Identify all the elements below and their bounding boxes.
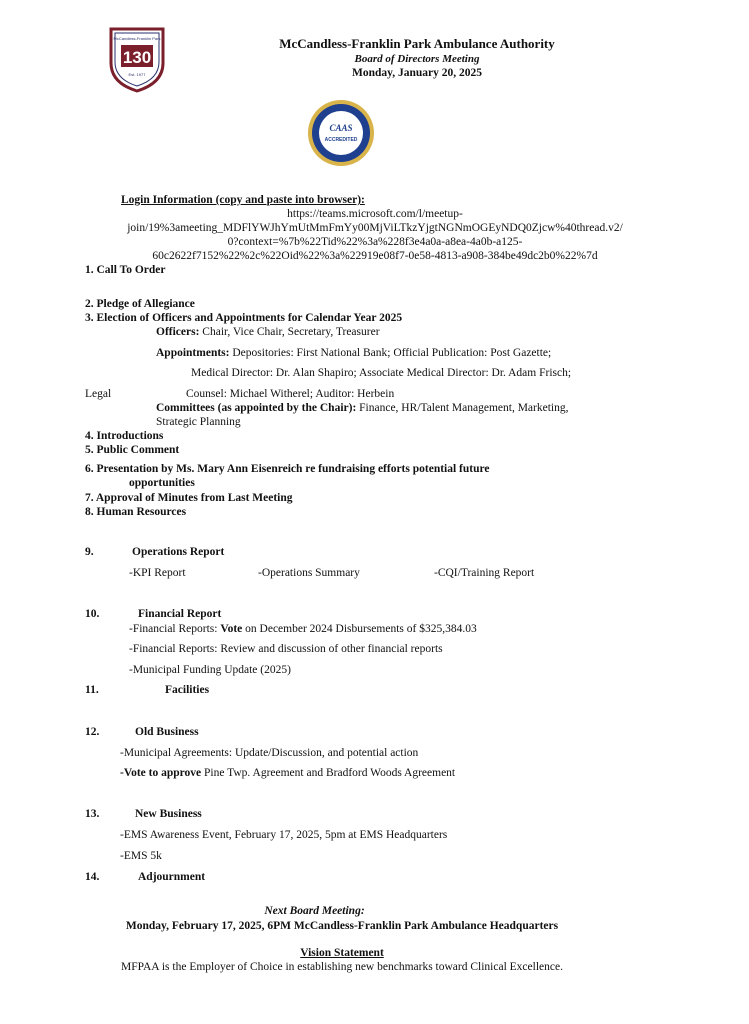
seal-accredited-text: ACCREDITED [324, 137, 358, 143]
logo-top-text: McCandless-Franklin Park [113, 36, 161, 41]
agenda-item-12-number: 12. [85, 726, 100, 738]
ops-sub-summary: -Operations Summary [258, 567, 360, 579]
agenda-item-13-title: New Business [135, 808, 202, 820]
login-title: Login Information (copy and paste into browser): [121, 194, 365, 206]
logo-number: 130 [122, 48, 152, 67]
committees-text: Finance, HR/Talent Management, Marketing, [356, 402, 569, 414]
ops-sub-kpi: -KPI Report [129, 567, 186, 579]
ops-sub-cqi: -CQI/Training Report [434, 567, 535, 579]
login-url-line-3[interactable]: 0?context=%7b%22Tid%22%3a%228f3e4a0a-a8ea-4a0b-a125- [227, 236, 523, 248]
agenda-item-4: 4. Introductions [85, 430, 164, 442]
next-meeting-label: Next Board Meeting: [264, 905, 365, 917]
agenda-item-10-number: 10. [85, 608, 100, 620]
ems-5k-line: -EMS 5k [120, 850, 162, 862]
next-meeting-detail: Monday, February 17, 2025, 6PM McCandless-Franklin Park Ambulance Headquarters [125, 920, 559, 932]
fin1-pre: -Financial Reports: [129, 623, 221, 635]
agenda-item-13-number: 13. [85, 808, 100, 820]
municipal-agreements-line: -Municipal Agreements: Update/Discussion, and potential action [120, 747, 419, 759]
appointments-line [156, 347, 551, 359]
ems-awareness-line: -EMS Awareness Event, February 17, 2025, 5pm at EMS Headquarters [120, 829, 448, 841]
vote-approve-line [120, 767, 455, 779]
org-name: McCandless-Franklin Park Ambulance Authority [279, 36, 555, 51]
financial-vote-line [129, 623, 477, 635]
agenda-item-2: 2. Pledge of Allegiance [85, 298, 195, 310]
meeting-name: Board of Directors Meeting [354, 53, 480, 65]
login-url-line-1[interactable]: https://teams.microsoft.com/l/meetup- [287, 208, 463, 220]
agenda-item-10-title: Financial Report [138, 608, 222, 620]
committees-line [156, 402, 569, 414]
meeting-date: Monday, January 20, 2025 [351, 67, 483, 79]
seal-caas-text: CAAS [329, 123, 353, 133]
officers-text: Chair, Vice Chair, Secretary, Treasurer [199, 326, 380, 338]
login-url-line-4[interactable]: 60c2622f7152%22%2c%22Oid%22%3a%22919e08f7-0e58-4813-a908-384be49dc2b0%22%7d [152, 250, 598, 262]
ambulance-authority-logo [107, 25, 167, 93]
agenda-item-6: 6. Presentation by Ms. Mary Ann Eisenreich re fundraising efforts potential future [85, 463, 490, 475]
agenda-item-7: 7. Approval of Minutes from Last Meeting [85, 492, 293, 504]
appointments-text: Depositories: First National Bank; Official Publication: Post Gazette; [229, 347, 552, 359]
agenda-item-5: 5. Public Comment [85, 444, 180, 456]
fin1-post: on December 2024 Disbursements of $325,384.03 [242, 623, 477, 635]
agenda-item-9-number: 9. [85, 546, 94, 558]
agenda-item-8: 8. Human Resources [85, 506, 187, 518]
agenda-item-9-title: Operations Report [132, 546, 225, 558]
committees-line-2: Strategic Planning [156, 416, 241, 428]
financial-review-line: -Financial Reports: Review and discussion of other financial reports [129, 643, 443, 655]
login-url-line-2[interactable]: join/19%3ameeting_MDFlYWJhYmUtMmFmYy00MjViLTkzYjgtNGNmOGEyNDQ0Zjcw%40thread.v2/ [127, 222, 623, 234]
legal-word: Legal [85, 388, 112, 400]
logo-est-text: Est. 1977 [128, 72, 146, 77]
vote-approve-label: -Vote to approve [120, 767, 202, 779]
appointments-label: Appointments: [156, 347, 230, 359]
municipal-funding-line: -Municipal Funding Update (2025) [129, 664, 291, 676]
committees-label: Committees (as appointed by the Chair): [156, 402, 357, 414]
vision-title: Vision Statement [300, 947, 384, 959]
agenda-item-3: 3. Election of Officers and Appointments for Calendar Year 2025 [85, 312, 403, 324]
agenda-item-6-cont: opportunities [129, 477, 195, 489]
medical-director-line: Medical Director: Dr. Alan Shapiro; Associate Medical Director: Dr. Adam Frisch; [191, 367, 572, 379]
officers-label: Officers: [156, 326, 200, 338]
agenda-item-11-title: Facilities [165, 684, 210, 696]
agenda-item-14-title: Adjournment [138, 871, 206, 883]
vote-approve-text: Pine Twp. Agreement and Bradford Woods Agreement [201, 767, 456, 779]
agenda-item-12-title: Old Business [135, 726, 199, 738]
agenda-item-11-number: 11. [85, 684, 99, 696]
agenda-item-1: 1. Call To Order [85, 264, 166, 276]
fin1-vote: Vote [220, 623, 243, 635]
caas-accredited-seal [306, 98, 376, 168]
legal-counsel-line: Counsel: Michael Witherel; Auditor: Herbein [186, 388, 395, 400]
officers-line [156, 326, 380, 338]
vision-text: MFPAA is the Employer of Choice in establishing new benchmarks toward Clinical Excellence. [121, 961, 563, 973]
agenda-item-14-number: 14. [85, 871, 100, 883]
